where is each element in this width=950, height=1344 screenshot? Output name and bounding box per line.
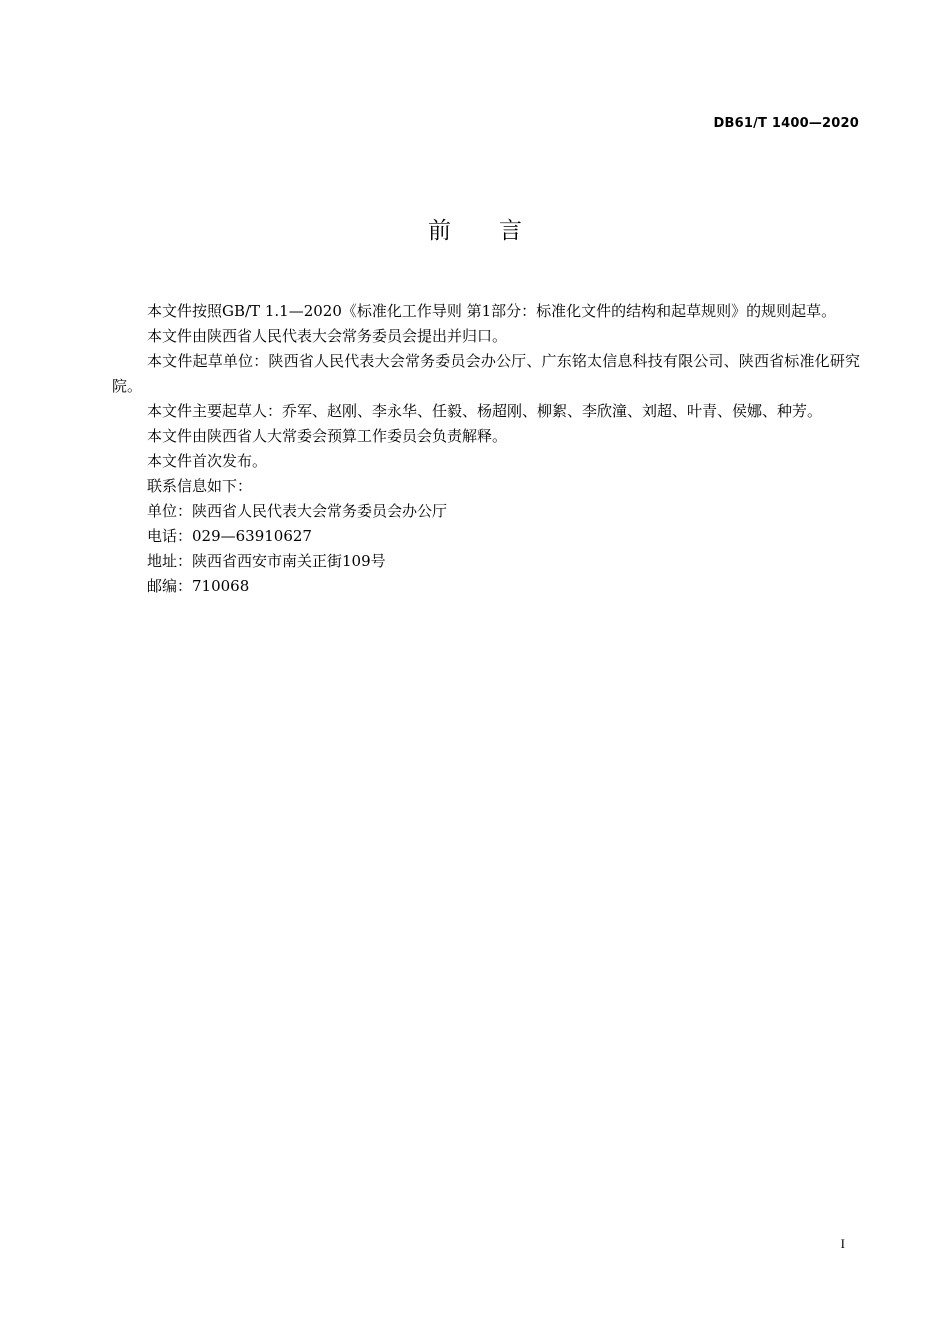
title-char-1: 前 — [428, 218, 451, 244]
contact-postcode: 邮编：710068 — [147, 577, 250, 595]
paragraph-proposer: 本文件由陕西省人民代表大会常务委员会提出并归口。 — [147, 327, 508, 345]
paragraph-contact-heading: 联系信息如下： — [147, 477, 253, 495]
document-code: DB61/T 1400—2020 — [713, 116, 859, 131]
title-char-2: 言 — [499, 218, 522, 244]
paragraph-drafting-units: 本文件起草单位：陕西省人民代表大会常务委员会办公厅、广东铭太信息科技有限公司、陕西省标准化研究院。 — [112, 352, 860, 395]
page-number: I — [840, 1236, 845, 1251]
preface-body — [112, 299, 860, 599]
paragraph-interpretation: 本文件由陕西省人大常委会预算工作委员会负责解释。 — [147, 427, 508, 445]
paragraph-first-release: 本文件首次发布。 — [147, 452, 268, 470]
contact-address: 地址：陕西省西安市南关正街109号 — [147, 552, 386, 570]
paragraph-drafters: 本文件主要起草人：乔军、赵刚、李永华、任毅、杨超刚、柳絮、李欣潼、刘超、叶青、侯娜、种芳。 — [147, 402, 823, 420]
page-title — [0, 212, 950, 245]
paragraph-standard-basis: 本文件按照GB/T 1.1—2020《标准化工作导则 第1部分：标准化文件的结构和起草规则》的规则起草。 — [147, 302, 837, 320]
contact-unit: 单位：陕西省人民代表大会常务委员会办公厅 — [147, 502, 448, 520]
contact-phone: 电话：029—63910627 — [147, 527, 312, 545]
